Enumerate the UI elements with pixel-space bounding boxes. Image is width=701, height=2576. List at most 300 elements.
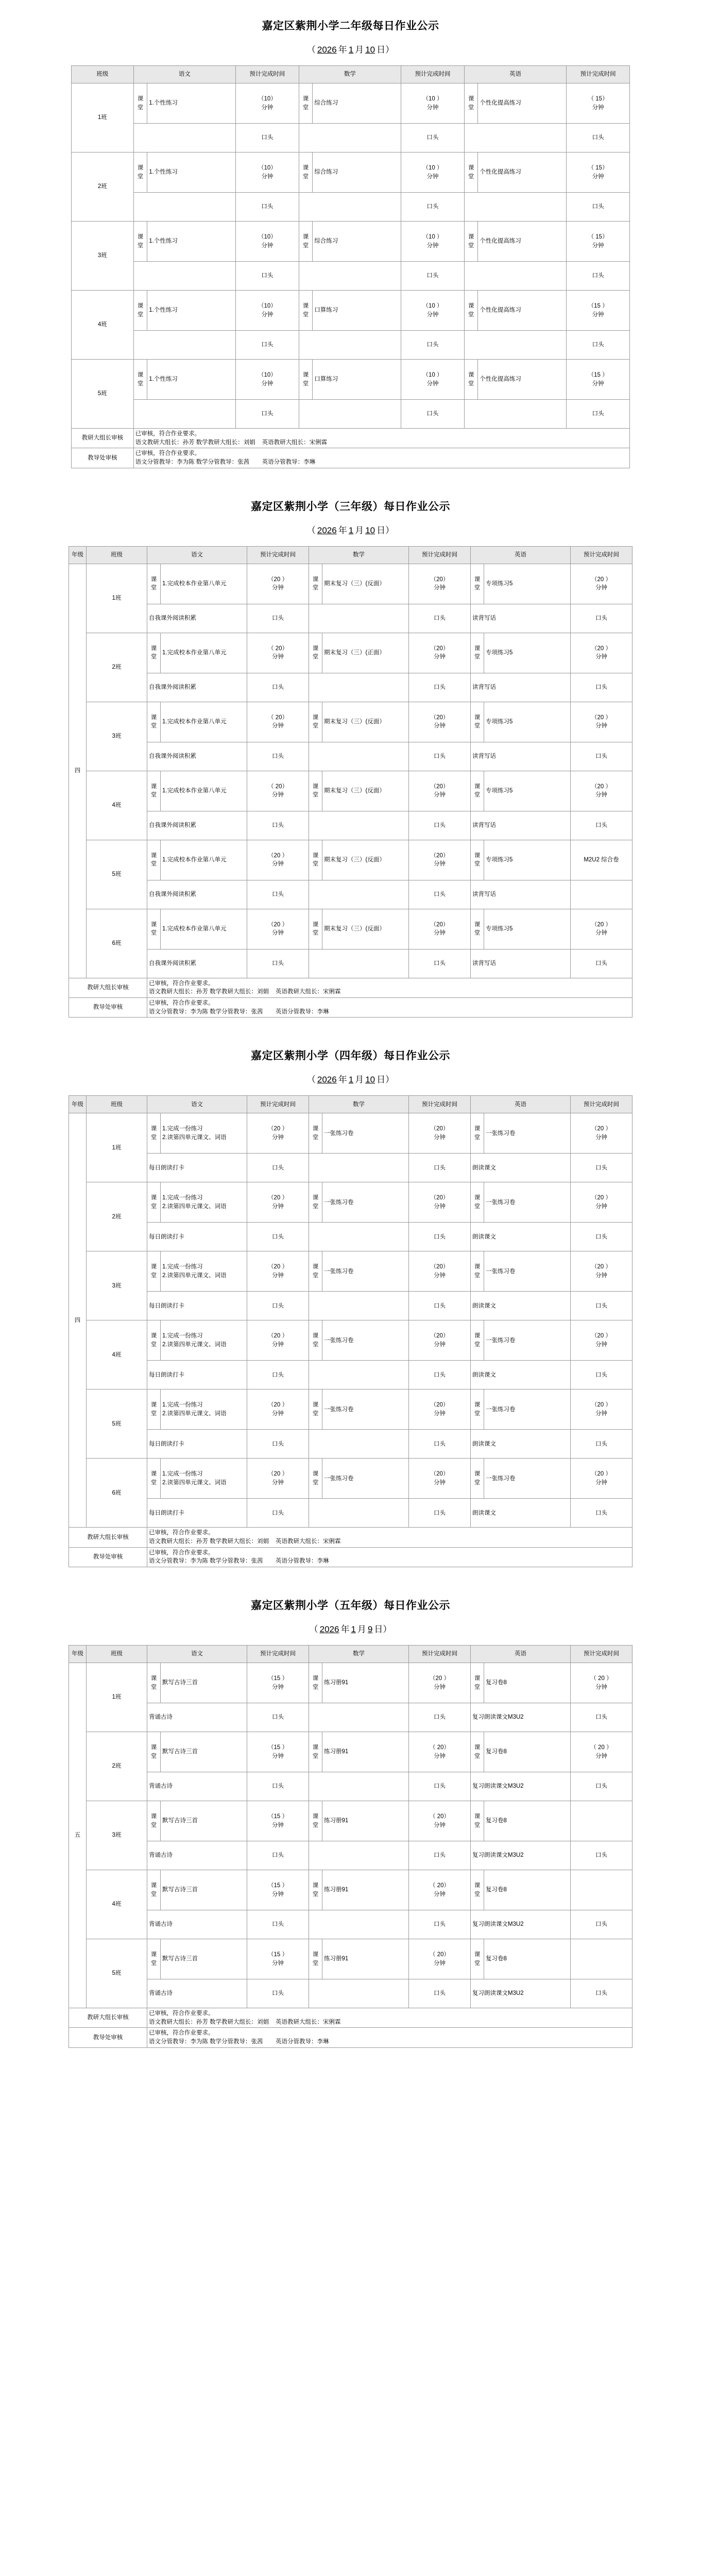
table-row	[69, 702, 632, 742]
math-oral-duration: 口头	[409, 1499, 471, 1528]
chinese-duration: （15 ） 分钟	[247, 1939, 309, 1979]
table-row	[69, 564, 632, 604]
review-grouphead-label: 教研大组长审核	[72, 429, 134, 448]
english-officer: 英语分管教导：李琳	[276, 2039, 329, 2045]
math-inclass-marker: 课 堂	[299, 360, 313, 400]
class-label: 5班	[87, 840, 147, 909]
header-class: 班级	[87, 1096, 147, 1113]
review-grouphead-content	[147, 1528, 632, 1547]
math-assignment: 一张练习卷	[322, 1459, 409, 1499]
math-oral-assignment	[309, 1772, 409, 1801]
class-label: 1班	[87, 1663, 147, 1732]
english-oral-duration: 口头	[571, 1154, 632, 1182]
table-header-row	[69, 1096, 632, 1113]
math-oral-duration: 口头	[409, 880, 471, 909]
approval-statement: 已审核，符合作业要求。	[149, 1549, 214, 1556]
math-oral-assignment	[309, 604, 409, 633]
english-duration: （20 ） 分钟	[571, 1389, 632, 1430]
english-duration: M2U2 综合卷	[571, 840, 632, 880]
math-assignment: 一张练习卷	[322, 1389, 409, 1430]
approval-statement: 已审核，符合作业要求。	[149, 1000, 214, 1007]
english-oral-duration: 口头	[571, 742, 632, 771]
english-duration: （20 ） 分钟	[571, 564, 632, 604]
math-assignment: 综合练习	[313, 83, 401, 124]
header-class: 班级	[72, 66, 134, 83]
math-oral-duration: 口头	[401, 193, 465, 222]
english-duration: （15 ） 分钟	[567, 291, 630, 331]
date-day: 10	[365, 1075, 375, 1085]
review-grouphead-label: 教研大组长审核	[69, 978, 147, 997]
chinese-oral-duration: 口头	[247, 1772, 309, 1801]
table-row-oral	[69, 811, 632, 840]
math-oral-duration: 口头	[409, 1430, 471, 1459]
math-assignment: 一张练习卷	[322, 1113, 409, 1154]
table-row	[69, 1459, 632, 1499]
chinese-oral-duration: 口头	[247, 742, 309, 771]
math-oral-duration: 口头	[409, 1772, 471, 1801]
english-assignment: 一张练习卷	[484, 1459, 571, 1499]
english-assignment: 专项练习5	[484, 909, 571, 949]
math-inclass-marker: 课 堂	[309, 1113, 322, 1154]
table-row-oral	[69, 1703, 632, 1732]
math-assignment: 期末复习（三）(反面）	[322, 564, 409, 604]
english-duration: （ 20 ） 分钟	[571, 1732, 632, 1772]
math-assignment: 口算练习	[313, 291, 401, 331]
table-row	[69, 1389, 632, 1430]
math-inclass-marker: 课 堂	[309, 1870, 322, 1910]
chinese-assignment: 1.完成一份练习 2.读第四单元课文、词语	[161, 1182, 247, 1223]
chinese-officer: 语文分管教导：李为陈	[149, 2039, 208, 2045]
chinese-oral-assignment: 每日朗读打卡	[147, 1361, 247, 1389]
chinese-duration: （15 ） 分钟	[247, 1801, 309, 1841]
chinese-inclass-marker: 课 堂	[147, 1939, 161, 1979]
english-oral-duration: 口头	[571, 1361, 632, 1389]
approval-statement: 已审核，符合作业要求。	[135, 431, 201, 437]
approval-statement: 已审核，符合作业要求。	[149, 2010, 214, 2017]
math-inclass-marker: 课 堂	[309, 1663, 322, 1703]
math-assignment: 一张练习卷	[322, 1320, 409, 1361]
table-row-oral	[72, 124, 630, 152]
chinese-inclass-marker: 课 堂	[147, 840, 161, 880]
math-assignment: 综合练习	[313, 222, 401, 262]
english-assignment: 个性化提高练习	[478, 83, 567, 124]
chinese-oral-assignment: 背诵古诗	[147, 1910, 247, 1939]
chinese-duration: （10） 分钟	[236, 222, 299, 262]
english-assignment: 专项练习5	[484, 771, 571, 811]
class-label: 4班	[87, 1870, 147, 1939]
math-oral-duration: 口头	[409, 1361, 471, 1389]
chinese-officer: 语文分管教导：李为陈	[135, 459, 195, 466]
english-oral-duration: 口头	[567, 400, 630, 429]
english-oral-duration: 口头	[567, 193, 630, 222]
math-oral-assignment	[309, 1223, 409, 1251]
math-officer: 数学分管教导：张茜	[196, 459, 250, 466]
chinese-duration: （20 ） 分钟	[247, 1113, 309, 1154]
english-duration	[571, 1801, 632, 1841]
chinese-oral-duration: 口头	[247, 1223, 309, 1251]
page-title: 嘉定区紫荆小学（三年级）每日作业公示	[251, 500, 450, 513]
english-assignment: 复习卷8	[484, 1870, 571, 1910]
math-oral-duration: 口头	[401, 124, 465, 152]
english-oral-duration: 口头	[571, 1841, 632, 1870]
chinese-oral-assignment: 每日朗读打卡	[147, 1292, 247, 1320]
math-oral-duration: 口头	[401, 262, 465, 291]
math-assignment: 一张练习卷	[322, 1251, 409, 1292]
english-inclass-marker: 课 堂	[471, 1732, 484, 1772]
chinese-assignment: 1.完成一份练习 2.读第四单元课文、词语	[161, 1113, 247, 1154]
class-label: 4班	[72, 291, 134, 360]
english-duration: （20 ） 分钟	[571, 1459, 632, 1499]
english-inclass-marker: 课 堂	[471, 1939, 484, 1979]
review-office-label: 教导处审核	[69, 2028, 147, 2047]
math-officer: 数学分管教导：张茜	[210, 1558, 263, 1565]
review-grouphead-row	[72, 429, 630, 448]
grade-label: 四	[69, 1113, 87, 1528]
english-assignment: 复习卷8	[484, 1663, 571, 1703]
english-duration: （ 20 ） 分钟	[571, 1663, 632, 1703]
header-english-time: 预计完成时间	[571, 546, 632, 564]
class-label: 2班	[87, 1182, 147, 1251]
math-officer: 数学分管教导：张茜	[210, 1008, 263, 1015]
class-label: 2班	[87, 1732, 147, 1801]
english-inclass-marker: 课 堂	[471, 1870, 484, 1910]
math-oral-assignment	[309, 1841, 409, 1870]
header-english-time: 预计完成时间	[571, 1646, 632, 1663]
chinese-oral-assignment: 自我课外阅读积累	[147, 673, 247, 702]
chinese-oral-duration: 口头	[247, 1910, 309, 1939]
office-signatures	[149, 2038, 630, 2046]
header-english-time: 预计完成时间	[567, 66, 630, 83]
header-grade: 年级	[69, 546, 87, 564]
review-office-label: 教导处审核	[72, 448, 134, 468]
header-math: 数学	[309, 546, 409, 564]
table-row-oral	[69, 1430, 632, 1459]
english-oral-duration: 口头	[571, 949, 632, 978]
chinese-inclass-marker: 课 堂	[147, 702, 161, 742]
class-label: 5班	[87, 1939, 147, 2008]
math-inclass-marker: 课 堂	[299, 83, 313, 124]
header-math-time: 预计完成时间	[409, 1096, 471, 1113]
chinese-duration: （ 20） 分钟	[247, 771, 309, 811]
english-assignment: 专项练习5	[484, 702, 571, 742]
english-grouphead: 英语教研大组长：宋俐霖	[276, 2019, 341, 2025]
chinese-inclass-marker: 课 堂	[133, 291, 147, 331]
table-row-oral	[69, 949, 632, 978]
table-row	[69, 909, 632, 949]
chinese-assignment: 默写古诗三首	[161, 1732, 247, 1772]
header-english: 英语	[471, 1646, 571, 1663]
table-row-oral	[69, 1772, 632, 1801]
math-duration: （10 ） 分钟	[401, 152, 465, 193]
table-row	[69, 840, 632, 880]
english-duration	[571, 1870, 632, 1910]
office-signatures	[149, 1557, 630, 1566]
table-header-row	[69, 546, 632, 564]
date-year: 2026	[317, 45, 337, 55]
math-oral-assignment	[309, 1910, 409, 1939]
math-inclass-marker: 课 堂	[309, 1939, 322, 1979]
publication-date: （ 2026 年 1 月 10 日）	[306, 1075, 395, 1085]
english-duration: （ 15） 分钟	[567, 152, 630, 193]
chinese-oral-assignment: 背诵古诗	[147, 1772, 247, 1801]
chinese-duration: （ 20） 分钟	[247, 702, 309, 742]
homework-table	[69, 1095, 632, 1567]
english-inclass-marker: 课 堂	[471, 633, 484, 673]
chinese-duration: （15 ） 分钟	[247, 1870, 309, 1910]
math-duration: （20） 分钟	[409, 1320, 471, 1361]
math-duration: （20 ） 分钟	[409, 1663, 471, 1703]
class-label: 3班	[87, 1801, 147, 1870]
header-math-time: 预计完成时间	[409, 546, 471, 564]
table-row	[69, 1870, 632, 1910]
english-inclass-marker: 课 堂	[471, 1663, 484, 1703]
math-oral-assignment	[309, 880, 409, 909]
math-duration: （20） 分钟	[409, 1182, 471, 1223]
chinese-assignment: 1.完成校本作业第八单元	[161, 909, 247, 949]
chinese-duration: （10） 分钟	[236, 83, 299, 124]
chinese-assignment: 1.完成校本作业第八单元	[161, 840, 247, 880]
chinese-duration: （20 ） 分钟	[247, 1320, 309, 1361]
english-oral-assignment: 朗读课文	[471, 1361, 571, 1389]
math-oral-duration: 口头	[409, 1841, 471, 1870]
english-duration: （20 ） 分钟	[571, 633, 632, 673]
chinese-inclass-marker: 课 堂	[147, 771, 161, 811]
table-row-oral	[69, 880, 632, 909]
math-oral-duration: 口头	[409, 1154, 471, 1182]
review-office-content	[133, 448, 629, 468]
header-math-time: 预计完成时间	[409, 1646, 471, 1663]
math-assignment: 期末复习（三）(反面）	[322, 840, 409, 880]
chinese-oral-duration: 口头	[247, 811, 309, 840]
chinese-oral-duration: 口头	[247, 673, 309, 702]
header-math: 数学	[299, 66, 401, 83]
math-assignment: 练习册91	[322, 1732, 409, 1772]
chinese-oral-duration: 口头	[236, 193, 299, 222]
chinese-assignment: 1.个性练习	[147, 152, 236, 193]
english-assignment: 复习卷8	[484, 1801, 571, 1841]
english-oral-duration: 口头	[571, 1772, 632, 1801]
chinese-oral-assignment: 背诵古诗	[147, 1703, 247, 1732]
review-grouphead-row	[69, 978, 632, 997]
chinese-oral-assignment	[133, 262, 235, 291]
math-inclass-marker: 课 堂	[309, 771, 322, 811]
math-grouphead: 数学教研大组长：刘娟	[210, 989, 269, 995]
header-chinese-time: 预计完成时间	[236, 66, 299, 83]
math-duration: （20） 分钟	[409, 1459, 471, 1499]
chinese-duration: （ 20） 分钟	[247, 633, 309, 673]
table-row-oral	[69, 1841, 632, 1870]
table-row	[69, 1320, 632, 1361]
approval-statement: 已审核，符合作业要求。	[149, 980, 214, 987]
chinese-duration: （20 ） 分钟	[247, 1182, 309, 1223]
math-inclass-marker: 课 堂	[309, 840, 322, 880]
page-title: 嘉定区紫荆小学（四年级）每日作业公示	[251, 1050, 450, 1062]
chinese-assignment: 1.完成校本作业第八单元	[161, 702, 247, 742]
math-oral-duration: 口头	[409, 1292, 471, 1320]
chinese-assignment: 默写古诗三首	[161, 1801, 247, 1841]
chinese-oral-duration: 口头	[236, 124, 299, 152]
chinese-oral-duration: 口头	[247, 1979, 309, 2008]
english-duration	[571, 1939, 632, 1979]
english-inclass-marker: 课 堂	[464, 83, 478, 124]
chinese-inclass-marker: 课 堂	[133, 360, 147, 400]
english-duration: （20 ） 分钟	[571, 909, 632, 949]
english-oral-duration: 口头	[571, 1499, 632, 1528]
chinese-assignment: 默写古诗三首	[161, 1663, 247, 1703]
math-officer: 数学分管教导：张茜	[210, 2039, 263, 2045]
english-duration: （20 ） 分钟	[571, 702, 632, 742]
table-row-oral	[72, 331, 630, 360]
english-oral-duration: 口头	[571, 1430, 632, 1459]
english-inclass-marker: 课 堂	[464, 222, 478, 262]
chinese-oral-assignment: 每日朗读打卡	[147, 1154, 247, 1182]
class-label: 3班	[87, 702, 147, 771]
math-oral-duration: 口头	[409, 811, 471, 840]
page-title: 嘉定区紫荆小学二年级每日作业公示	[262, 20, 439, 32]
header-chinese-time: 预计完成时间	[247, 546, 309, 564]
review-office-row	[69, 998, 632, 1018]
english-oral-assignment: 复习朗读课文M3U2	[471, 1910, 571, 1939]
table-row-oral	[69, 1910, 632, 1939]
chinese-assignment: 1.个性练习	[147, 83, 236, 124]
chinese-oral-assignment	[133, 400, 235, 429]
homework-announcement-grade2	[0, 0, 701, 481]
math-assignment: 一张练习卷	[322, 1182, 409, 1223]
math-oral-duration: 口头	[409, 604, 471, 633]
chinese-oral-assignment	[133, 124, 235, 152]
header-chinese-time: 预计完成时间	[247, 1096, 309, 1113]
english-assignment: 复习卷8	[484, 1939, 571, 1979]
class-label: 4班	[87, 1320, 147, 1389]
grade-label: 五	[69, 1663, 87, 2008]
chinese-inclass-marker: 课 堂	[147, 1389, 161, 1430]
date-month: 1	[351, 1624, 356, 1635]
math-oral-assignment	[309, 1361, 409, 1389]
chinese-inclass-marker: 课 堂	[147, 1459, 161, 1499]
math-oral-assignment	[299, 331, 401, 360]
math-inclass-marker: 课 堂	[309, 1801, 322, 1841]
math-inclass-marker: 课 堂	[309, 1389, 322, 1430]
english-duration: （20 ） 分钟	[571, 771, 632, 811]
approval-statement: 已审核，符合作业要求。	[149, 1530, 214, 1536]
table-row-oral	[69, 1361, 632, 1389]
english-inclass-marker: 课 堂	[471, 1801, 484, 1841]
math-assignment: 练习册91	[322, 1870, 409, 1910]
date-month: 1	[348, 1075, 354, 1085]
chinese-duration: （20 ） 分钟	[247, 564, 309, 604]
review-grouphead-content	[133, 429, 629, 448]
english-assignment: 专项练习5	[484, 564, 571, 604]
math-oral-duration: 口头	[409, 1703, 471, 1732]
class-label: 1班	[87, 564, 147, 633]
chinese-inclass-marker: 课 堂	[147, 1113, 161, 1154]
math-duration: （ 20） 分钟	[409, 1732, 471, 1772]
english-inclass-marker: 课 堂	[471, 1320, 484, 1361]
english-oral-assignment: 读背写话	[471, 604, 571, 633]
review-office-row	[69, 1547, 632, 1567]
table-row	[69, 1113, 632, 1154]
review-office-label: 教导处审核	[69, 1547, 147, 1567]
chinese-officer: 语文分管教导：李为陈	[149, 1008, 208, 1015]
table-row-oral	[69, 742, 632, 771]
chinese-oral-assignment: 自我课外阅读积累	[147, 811, 247, 840]
math-assignment: 综合练习	[313, 152, 401, 193]
class-label: 6班	[87, 909, 147, 978]
class-label: 6班	[87, 1459, 147, 1528]
english-inclass-marker: 课 堂	[471, 1251, 484, 1292]
english-assignment: 一张练习卷	[484, 1251, 571, 1292]
math-oral-duration: 口头	[401, 331, 465, 360]
math-duration: （20） 分钟	[409, 840, 471, 880]
math-assignment: 期末复习（三）(反面）	[322, 771, 409, 811]
english-oral-assignment: 朗读课文	[471, 1430, 571, 1459]
homework-table	[69, 546, 632, 1018]
chinese-assignment: 1.个性练习	[147, 360, 236, 400]
english-oral-assignment	[464, 124, 566, 152]
review-grouphead-row	[69, 2008, 632, 2028]
math-oral-assignment	[309, 1499, 409, 1528]
english-assignment: 专项练习5	[484, 840, 571, 880]
date-month: 1	[348, 525, 354, 535]
english-oral-assignment: 读背写话	[471, 742, 571, 771]
chinese-oral-assignment: 自我课外阅读积累	[147, 880, 247, 909]
english-oral-assignment	[464, 400, 566, 429]
chinese-duration: （10） 分钟	[236, 360, 299, 400]
header-class: 班级	[87, 1646, 147, 1663]
math-oral-assignment	[299, 193, 401, 222]
math-inclass-marker: 课 堂	[309, 1732, 322, 1772]
table-row	[72, 83, 630, 124]
english-inclass-marker: 课 堂	[471, 1459, 484, 1499]
grouphead-signatures	[149, 1537, 630, 1546]
math-duration: （10 ） 分钟	[401, 291, 465, 331]
grouphead-signatures	[135, 438, 628, 447]
math-assignment: 口算练习	[313, 360, 401, 400]
english-inclass-marker: 课 堂	[471, 564, 484, 604]
office-signatures	[149, 1008, 630, 1016]
table-row-oral	[69, 604, 632, 633]
chinese-duration: （15 ） 分钟	[247, 1663, 309, 1703]
math-oral-duration: 口头	[409, 1979, 471, 2008]
math-assignment: 期末复习（三）(正面）	[322, 633, 409, 673]
header-math: 数学	[309, 1096, 409, 1113]
class-label: 4班	[87, 771, 147, 840]
english-oral-duration: 口头	[571, 1223, 632, 1251]
math-oral-assignment	[299, 400, 401, 429]
english-duration: （15 ） 分钟	[567, 360, 630, 400]
publication-date: （ 2026 年 1 月 10 日）	[306, 45, 395, 55]
chinese-duration: （20 ） 分钟	[247, 1389, 309, 1430]
header-english-time: 预计完成时间	[571, 1096, 632, 1113]
chinese-oral-duration: 口头	[247, 880, 309, 909]
math-duration: （20） 分钟	[409, 633, 471, 673]
homework-table	[71, 65, 630, 468]
english-inclass-marker: 课 堂	[464, 360, 478, 400]
english-assignment: 个性化提高练习	[478, 360, 567, 400]
english-inclass-marker: 课 堂	[471, 909, 484, 949]
chinese-oral-duration: 口头	[247, 1361, 309, 1389]
chinese-inclass-marker: 课 堂	[133, 222, 147, 262]
grouphead-signatures	[149, 988, 630, 996]
chinese-grouphead: 语文教研大组长：孙芳	[149, 2019, 208, 2025]
grade-label: 四	[69, 564, 87, 978]
table-row-oral	[72, 400, 630, 429]
approval-statement: 已审核，符合作业要求。	[135, 450, 201, 457]
header-english: 英语	[471, 546, 571, 564]
review-office-row	[72, 448, 630, 468]
english-oral-assignment: 朗读课文	[471, 1154, 571, 1182]
english-inclass-marker: 课 堂	[471, 702, 484, 742]
